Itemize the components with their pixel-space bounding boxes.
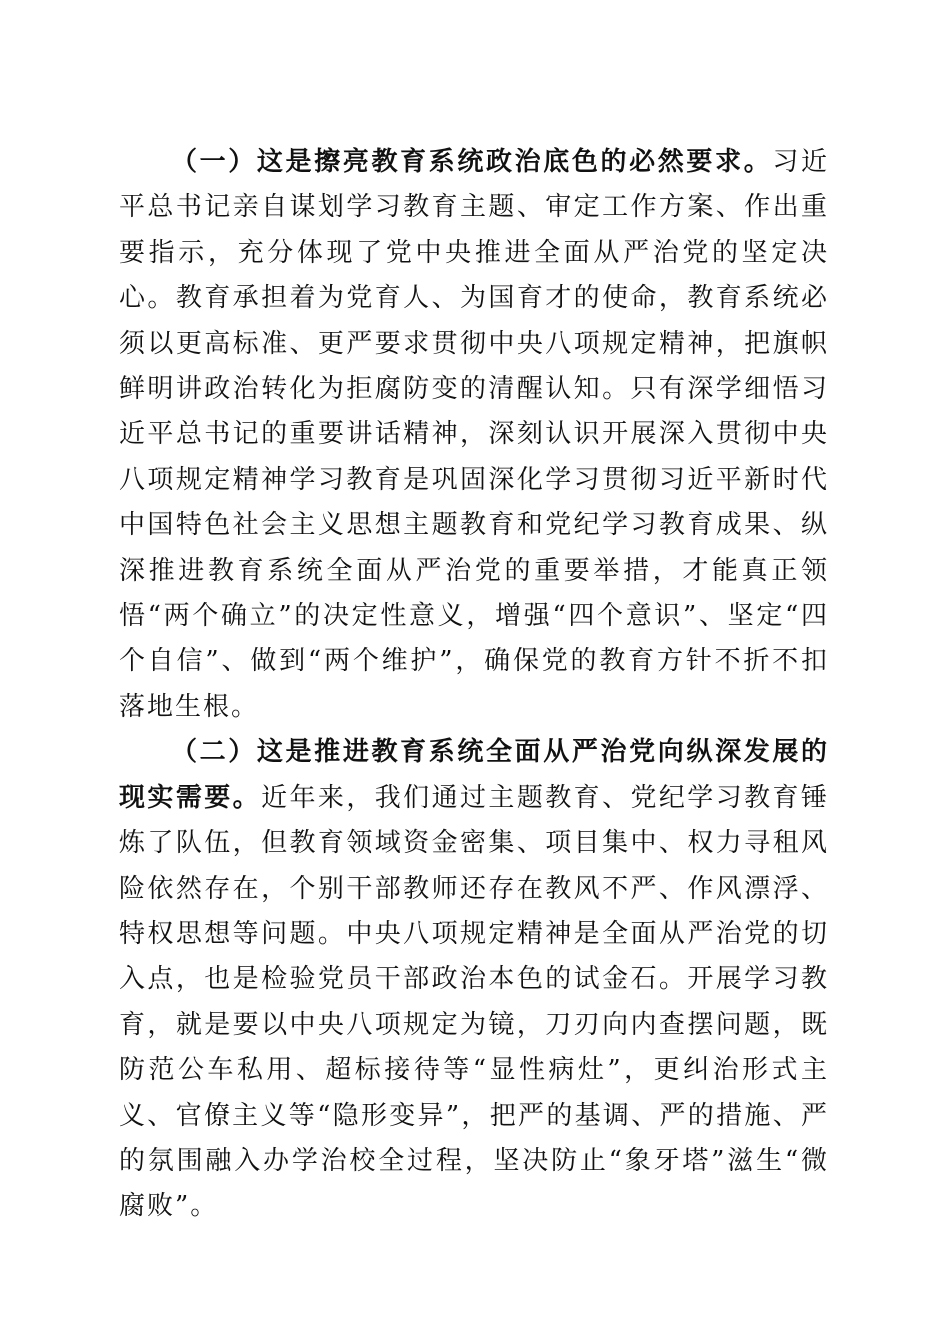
paragraph-2-text: 近年来，我们通过主题教育、党纪学习教育锤炼了队伍，但教育领域资金密集、项目集中、权力寻租风险依然存在，个别干部教师还存在教风不严、作风漂浮、特权思想等问题。中央八项规定精神是全面从严治党的切入点，也是检验党员干部政治本色的试金石。开展学习教育，就是要以中央八项规定为镜，刀刃向内查摆问题，既防范公车私用、超标接待等“显性病灶”，更纠治形式主义、官僚主义等“隐形变异”，把严的基调、严的措施、严的氛围融入办学治校全过程，坚决防止“象牙塔”滋生“微腐败”。 — [119, 782, 829, 1222]
paragraph-1 — [119, 140, 829, 730]
paragraph-2-heading: （二）这是推进教育系统全面从严治党向纵深发展的现实需要。 — [119, 737, 829, 813]
paragraph-2 — [119, 730, 829, 1229]
paragraph-1-text: 习近平总书记亲自谋划学习教育主题、审定工作方案、作出重要指示，充分体现了党中央推进全面从严治党的坚定决心。教育承担着为党育人、为国育才的使命，教育系统必须以更高标准、更严要求贯彻中央八项规定精神，把旗帜鲜明讲政治转化为拒腐防变的清醒认知。只有深学细悟习近平总书记的重要讲话精神，深刻认识开展深入贯彻中央八项规定精神学习教育是巩固深化学习贯彻习近平新时代中国特色社会主义思想主题教育和党纪学习教育成果、纵深推进教育系统全面从严治党的重要举措，才能真正领悟“两个确立”的决定性意义，增强“四个意识”、坚定“四个自信”、做到“两个维护”，确保党的教育方针不折不扣落地生根。 — [119, 147, 829, 722]
paragraph-1-heading: （一）这是擦亮教育系统政治底色的必然要求。 — [171, 147, 773, 177]
document-body — [119, 140, 829, 1230]
